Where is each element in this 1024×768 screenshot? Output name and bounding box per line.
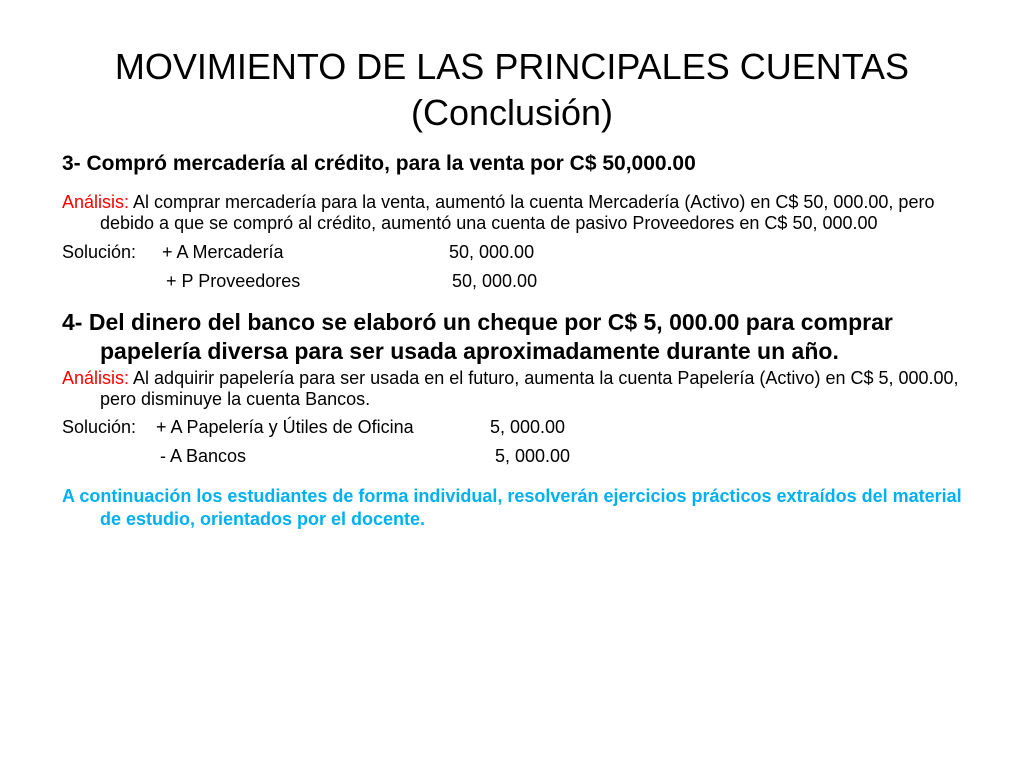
item-3-analysis bbox=[62, 192, 967, 234]
title-line-1: MOVIMIENTO DE LAS PRINCIPALES CUENTAS bbox=[114, 46, 910, 87]
item-3-solution-row-1 bbox=[62, 238, 967, 267]
item-4-analysis-label: Análisis: bbox=[62, 368, 130, 388]
item-3-analysis-label: Análisis: bbox=[62, 192, 130, 212]
item-4-solution-account-2: - A Bancos bbox=[160, 446, 247, 466]
closing-note: A continuación los estudiantes de forma individual, resolverán ejercicios prácticos extraídos del material de estudio, orientados por el docente. bbox=[62, 486, 962, 529]
item-4-solution-label: Solución: bbox=[62, 417, 137, 437]
item-3-heading: 3- Compró mercadería al crédito, para la venta por C$ 50,000.00 bbox=[62, 152, 696, 175]
item-3-solution-row-2 bbox=[62, 267, 967, 296]
item-3-solution-amount-1: 50, 000.00 bbox=[449, 242, 535, 262]
item-3-solution-account-1: + A Mercadería bbox=[162, 242, 284, 262]
item-3-analysis-text: Al comprar mercadería para la venta, aumentó la cuenta Mercadería (Activo) en C$ 50, 000.00, pero debido a que se compró al crédito, aumentó una cuenta de pasivo Proveedores en C$ 50, 000.00 bbox=[100, 192, 935, 233]
item-4-solution-row-1 bbox=[62, 413, 967, 442]
slide-content bbox=[62, 150, 967, 531]
item-3-solution-account-2: + P Proveedores bbox=[166, 271, 301, 291]
slide-title bbox=[60, 44, 964, 136]
item-4-solution-row-2 bbox=[62, 442, 967, 471]
item-4-analysis-text: Al adquirir papelería para ser usada en el futuro, aumenta la cuenta Papelería (Activo) en C$ 5, 000.00, pero disminuye la cuenta Bancos. bbox=[100, 368, 959, 409]
item-3-solution-amount-2: 50, 000.00 bbox=[452, 271, 538, 291]
item-4-heading: 4- Del dinero del banco se elaboró un cheque por C$ 5, 000.00 para comprar papelería diversa para ser usada aproximadamente durante un año. bbox=[62, 309, 893, 364]
item-4-solution-account-1: + A Papelería y Útiles de Oficina bbox=[156, 417, 414, 437]
item-4-solution-amount-2: 5, 000.00 bbox=[495, 446, 571, 466]
title-line-2: (Conclusión) bbox=[410, 92, 614, 133]
item-3-solution-label: Solución: bbox=[62, 242, 137, 262]
item-4-analysis bbox=[62, 368, 967, 410]
item-4-solution-amount-1: 5, 000.00 bbox=[490, 417, 566, 437]
